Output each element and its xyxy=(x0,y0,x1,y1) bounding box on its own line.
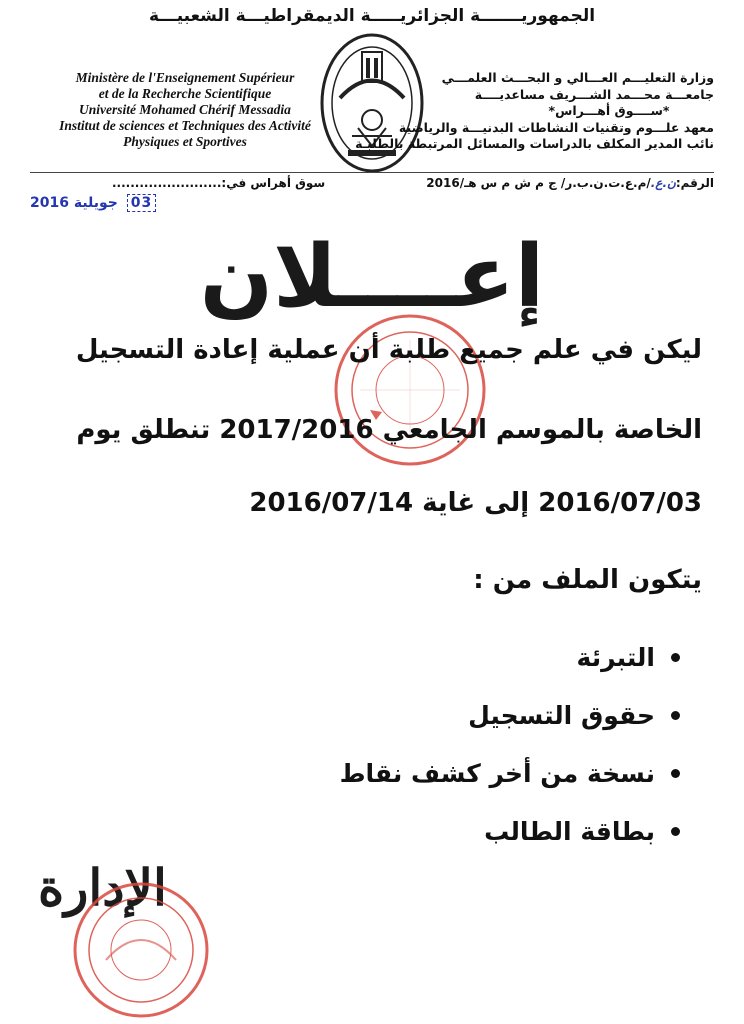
official-stamp-bottom xyxy=(66,880,216,1020)
date-stamp-month-year: 2016 جويلية xyxy=(30,195,118,211)
list-item xyxy=(120,744,680,802)
ar-city-line: *ســــوق أهـــراس* xyxy=(548,103,670,118)
notice-title: إعــــلان xyxy=(199,227,545,327)
arabic-header xyxy=(355,70,714,153)
republic-title: الجمهوريـــــــة الجزائريـــــة الديمقراطيـــة الشعبيـــة xyxy=(148,6,596,26)
notice-line-3: 2016/07/03 إلى غاية 2016/07/14 xyxy=(249,488,702,518)
date-stamp-day: 03 xyxy=(127,194,156,212)
bullet-icon xyxy=(671,653,680,662)
ar-institute-line: معهد علـــوم وتقنيات النشاطات البدنيـــة والرياضية xyxy=(398,119,714,135)
header-divider xyxy=(30,172,714,173)
fr-ministry-line2: et de la Recherche Scientifique xyxy=(98,86,272,101)
administration-signature: الإدارة xyxy=(38,858,167,917)
ar-university-line: جامعـــة محـــمد الشـــريف مساعديــــة xyxy=(474,86,714,102)
list-item-label: بطاقة الطالب xyxy=(484,816,655,846)
file-items-list xyxy=(120,628,680,860)
ar-ministry-line: وزارة التعليـــم العـــالي و البحـــث العلمـــي xyxy=(441,70,714,85)
ref-handwritten: ن.ع. xyxy=(650,176,676,190)
list-item-label: التبرئة xyxy=(576,642,655,672)
list-item-label: حقوق التسجيل xyxy=(468,700,655,730)
notice-line-2: الخاصة بالموسم الجامعي 2017/2016 تنطلق يوم xyxy=(76,415,702,445)
reference-number xyxy=(426,176,714,190)
ref-code: /م.ع.ت.ن.ب.ر/ ج م ش م س هـ/2016 xyxy=(426,176,651,190)
fr-institute-line1: Institut de sciences et Techniques des Activité xyxy=(59,118,311,133)
notice-line-1: ليكن في علم جميع طلبة أن عملية إعادة التسجيل xyxy=(75,335,702,365)
place-date-line: سوق أهراس في:........................ xyxy=(112,176,326,190)
ar-deputy-line: نائب المدير المكلف بالدراسات والمسائل المرتبطة بالطلبـة xyxy=(355,136,714,151)
fr-university-line: Université Mohamed Chérif Messadia xyxy=(79,102,291,117)
list-item xyxy=(120,802,680,860)
bullet-icon xyxy=(671,711,680,720)
ref-label: الرقم: xyxy=(675,176,714,190)
list-item-label: نسخة من أخر كشف نقاط xyxy=(339,758,655,788)
list-item xyxy=(120,628,680,686)
fr-institute-line2: Physiques et Sportives xyxy=(123,134,247,149)
date-stamp xyxy=(30,194,156,212)
bullet-icon xyxy=(671,827,680,836)
file-heading: يتكون الملف من : xyxy=(473,565,702,595)
list-item xyxy=(120,686,680,744)
fr-ministry-line1: Ministère de l'Enseignement Supérieur xyxy=(75,70,295,85)
french-header xyxy=(40,70,330,150)
bullet-icon xyxy=(671,769,680,778)
official-stamp xyxy=(330,310,490,470)
